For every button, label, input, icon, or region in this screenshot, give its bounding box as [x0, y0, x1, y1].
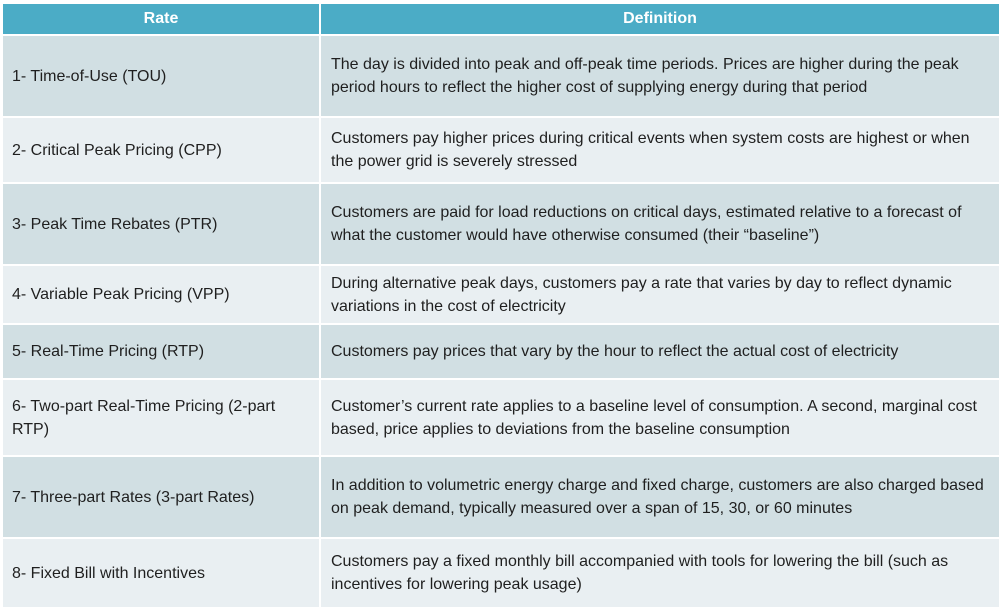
rate-column-header: Rate	[3, 4, 319, 34]
rate-name-cell: 2- Critical Peak Pricing (CPP)	[3, 118, 319, 182]
table-row	[3, 380, 999, 455]
definition-cell: Customer’s current rate applies to a baseline level of consumption. A second, marginal cost based, price applies to deviations from the baseline consumption	[321, 380, 999, 455]
definition-cell: Customers pay a fixed monthly bill accompanied with tools for lowering the bill (such as incentives for lowering peak usage)	[321, 539, 999, 607]
table-row	[3, 539, 999, 607]
definition-cell: The day is divided into peak and off-peak time periods. Prices are higher during the peak period hours to reflect the higher cost of supplying energy during that period	[321, 36, 999, 116]
rate-name-cell: 3- Peak Time Rebates (PTR)	[3, 184, 319, 264]
table-row	[3, 457, 999, 537]
definition-column-header: Definition	[321, 4, 999, 34]
rate-name-cell: 8- Fixed Bill with Incentives	[3, 539, 319, 607]
definition-cell: In addition to volumetric energy charge and fixed charge, customers are also charged based on peak demand, typically measured over a span of 15, 30, or 60 minutes	[321, 457, 999, 537]
table-header-row	[3, 4, 999, 34]
rate-name-cell: 7- Three-part Rates (3-part Rates)	[3, 457, 319, 537]
rate-definitions-table	[1, 2, 1000, 609]
definition-cell: During alternative peak days, customers pay a rate that varies by day to reflect dynamic variations in the cost of electricity	[321, 266, 999, 323]
definition-cell: Customers are paid for load reductions on critical days, estimated relative to a forecast of what the customer would have otherwise consumed (their “baseline”)	[321, 184, 999, 264]
rate-name-cell: 5- Real-Time Pricing (RTP)	[3, 325, 319, 378]
rate-name-cell: 1- Time-of-Use (TOU)	[3, 36, 319, 116]
definition-cell: Customers pay higher prices during critical events when system costs are highest or when the power grid is severely stressed	[321, 118, 999, 182]
rate-name-cell: 6- Two-part Real-Time Pricing (2-part RTP)	[3, 380, 319, 455]
table-row	[3, 266, 999, 323]
definition-cell: Customers pay prices that vary by the hour to reflect the actual cost of electricity	[321, 325, 999, 378]
table-row	[3, 325, 999, 378]
table-row	[3, 184, 999, 264]
table-row	[3, 118, 999, 182]
table-row	[3, 36, 999, 116]
rate-name-cell: 4- Variable Peak Pricing (VPP)	[3, 266, 319, 323]
